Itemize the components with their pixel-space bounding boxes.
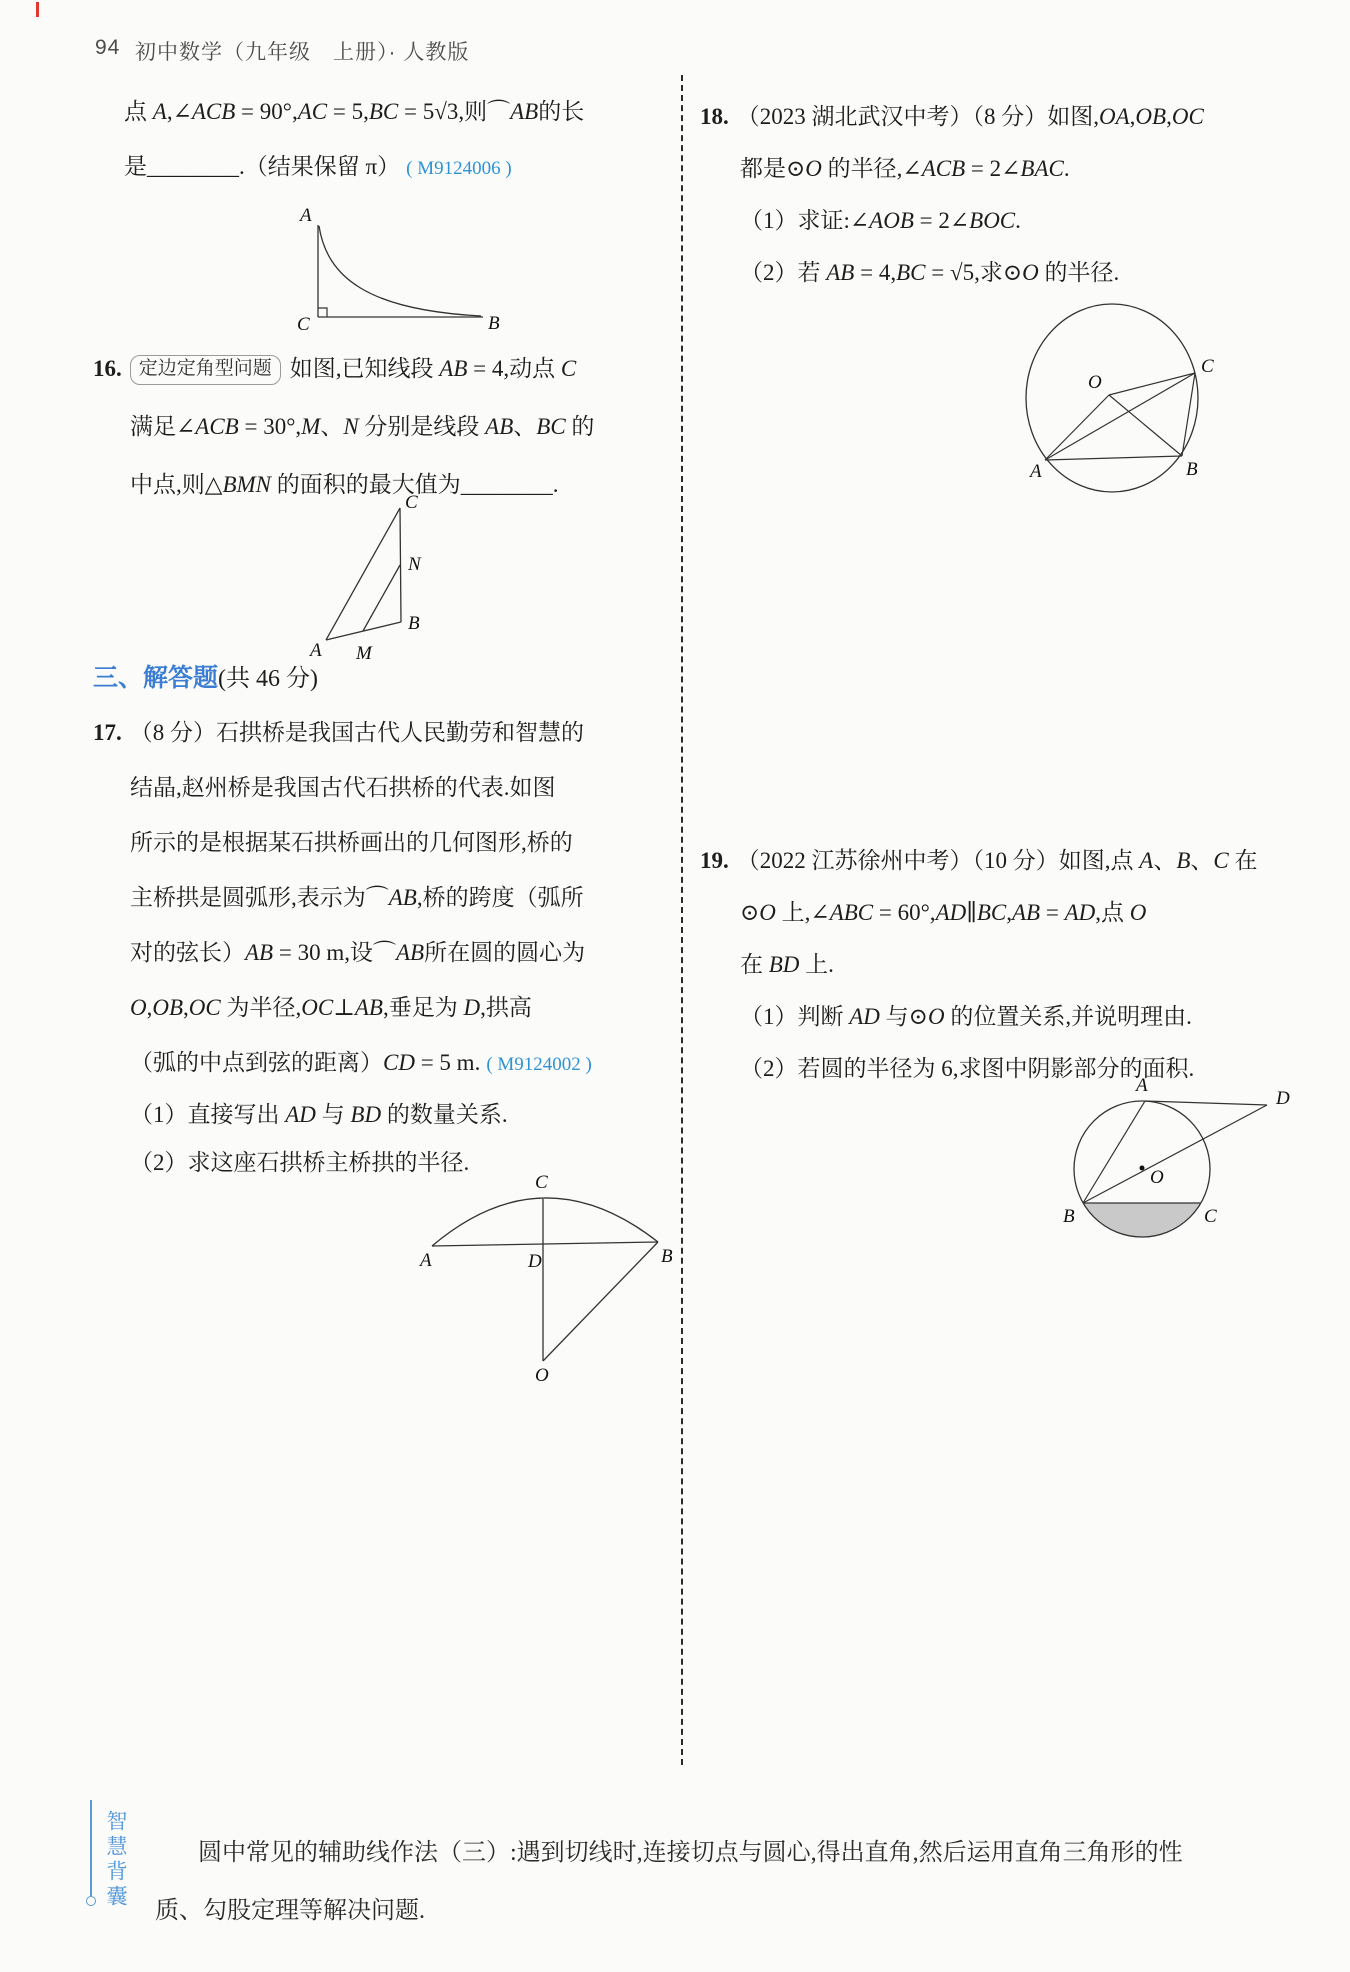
point-label-a: A	[300, 205, 312, 226]
chord-ab	[1045, 456, 1182, 460]
point-label-a: A	[420, 1250, 432, 1271]
problem-18-line-1-text: （2023 湖北武汉中考）（8 分）如图,OA,OB,OC	[736, 104, 1204, 129]
point-label-b: B	[1063, 1206, 1075, 1227]
point-label-c: C	[1201, 356, 1214, 377]
problem-17-line-8: （1）直接写出 AD 与 BD 的数量关系.	[130, 1102, 508, 1127]
problem-17-line-9: （2）求这座石拱桥主桥拱的半径.	[130, 1150, 470, 1175]
right-angle-mark	[318, 308, 327, 317]
problem-19-line-2: ⊙O 上,∠ABC = 60°,AD∥BC,AB = AD,点 O	[740, 900, 1147, 925]
problem-17-line-1	[93, 718, 584, 748]
point-label-o: O	[535, 1365, 549, 1386]
section-heading-score: (共 46 分)	[218, 666, 318, 692]
radius-ob	[1109, 395, 1182, 456]
problem-19-number: 19.	[700, 848, 729, 873]
chord-ab	[432, 1242, 658, 1246]
section-heading	[93, 658, 318, 694]
point-label-b: B	[661, 1246, 673, 1267]
problem-18-line-4: （2）若 AB = 4,BC = √5,求⊙O 的半径.	[740, 260, 1120, 285]
radius-oa	[1045, 395, 1109, 460]
point-label-c: C	[297, 314, 310, 335]
footer-badge-dot	[86, 1896, 96, 1906]
point-label-a: A	[310, 640, 322, 661]
segment-ac	[326, 508, 400, 640]
radius-ob	[543, 1242, 658, 1361]
problem-19-line-5: （2）若圆的半径为 6,求图中阴影部分的面积.	[740, 1056, 1195, 1081]
problem-16-line-1-text: 如图,已知线段 AB = 4,动点 C	[289, 356, 577, 381]
footer-note-line-1: 圆中常见的辅助线作法（三）:遇到切线时,连接切点与圆心,得出直角,然后运用直角三角形的性	[198, 1840, 1183, 1866]
problem-18-line-2: 都是⊙O 的半径,∠ACB = 2∠BAC.	[740, 156, 1070, 181]
problem-19-line-1	[700, 846, 1257, 876]
problem-18-line-3: （1）求证:∠AOB = 2∠BOC.	[740, 208, 1021, 233]
problem-17-line-2: 结晶,赵州桥是我国古代石拱桥的代表.如图	[130, 775, 556, 800]
point-label-m: M	[356, 643, 372, 664]
point-label-n: N	[408, 554, 421, 575]
center-dot	[1140, 1166, 1145, 1171]
problem-15-line-2	[124, 152, 512, 184]
problem-15-line-1: 点 A,∠ACB = 90°,AC = 5,BC = 5√3,则⌒AB的长	[124, 99, 585, 124]
shaded-segment	[1083, 1203, 1201, 1237]
problem-17-line-4: 主桥拱是圆弧形,表示为⌒AB,桥的跨度（弧所	[130, 885, 584, 910]
problem-19-line-1-text: （2022 江苏徐州中考）（10 分）如图,点 A、B、C 在	[736, 848, 1258, 873]
section-heading-title: 三、解答题	[93, 664, 219, 692]
problem-18-number: 18.	[700, 104, 729, 129]
chord-bc	[1182, 373, 1195, 456]
point-label-d: D	[1276, 1088, 1290, 1109]
footer-note-line-2: 质、勾股定理等解决问题.	[155, 1898, 425, 1924]
point-label-o: O	[1088, 372, 1102, 393]
point-label-b: B	[488, 313, 500, 334]
segment-mn	[363, 565, 400, 631]
problem-17-resource-code: ( M9124002 )	[486, 1054, 592, 1075]
point-label-c: C	[535, 1172, 548, 1193]
problem-16-line-2: 满足∠ACB = 30°,M、N 分别是线段 AB、BC 的	[130, 414, 595, 439]
radius-oc	[1109, 373, 1195, 395]
footer-badge-rule	[90, 1800, 92, 1896]
arc-ab	[319, 226, 481, 316]
column-divider	[681, 75, 683, 1765]
point-label-o: O	[1150, 1167, 1164, 1188]
chord-ba	[1083, 1101, 1145, 1203]
segment-cb	[400, 508, 401, 622]
problem-15-resource-code: ( M9124006 )	[406, 158, 512, 179]
page-number: 94	[95, 36, 121, 59]
problem-15-line-2-text: 是________.（结果保留 π）	[124, 154, 401, 179]
problem-17-line-7	[130, 1048, 592, 1080]
point-label-c: C	[1204, 1206, 1217, 1227]
problem-16-number: 16.	[93, 356, 122, 381]
problem-17-line-5: 对的弦长）AB = 30 m,设⌒AB所在圆的圆心为	[130, 940, 586, 965]
point-label-b: B	[408, 613, 420, 634]
problem-19-line-3: 在 BD 上.	[740, 952, 834, 977]
chord-ac	[1045, 373, 1195, 460]
figure-17-bridge-arch	[400, 1166, 685, 1396]
print-registration-mark	[36, 2, 39, 17]
figure-18-circle	[1012, 296, 1222, 511]
problem-19-line-4: （1）判断 AD 与⊙O 的位置关系,并说明理由.	[740, 1004, 1192, 1029]
figure-15-arc-triangle	[255, 205, 515, 340]
problem-17-line-3: 所示的是根据某石拱桥画出的几何图形,桥的	[130, 830, 573, 855]
figure-16-triangle	[308, 492, 438, 667]
arc-acb	[432, 1198, 658, 1246]
point-label-a: A	[1136, 1075, 1148, 1096]
problem-18-line-1	[700, 102, 1204, 132]
page-header-title: 初中数学（九年级 上册）· 人教版	[135, 41, 470, 64]
problem-16-line-3: 中点,则△BMN 的面积的最大值为________.	[130, 472, 559, 497]
problem-16-line-1	[93, 354, 576, 387]
problem-17-line-6: O,OB,OC 为半径,OC⊥AB,垂足为 D,拱高	[130, 995, 532, 1020]
point-label-b: B	[1186, 459, 1198, 480]
problem-17-number: 17.	[93, 720, 122, 745]
segment-bd	[1083, 1105, 1267, 1203]
figure-19-circle-tangent	[1030, 1076, 1310, 1256]
problem-16-tag: 定边定角型问题	[130, 355, 281, 385]
problem-17-line-1-text: （8 分）石拱桥是我国古代人民勤劳和智慧的	[129, 720, 584, 745]
point-label-d: D	[528, 1251, 542, 1272]
point-label-a: A	[1030, 461, 1042, 482]
point-label-c: C	[405, 492, 418, 513]
footer-badge-label: 智慧背囊	[104, 1810, 127, 1910]
problem-17-line-7-text: （弧的中点到弦的距离）CD = 5 m.	[130, 1050, 481, 1075]
